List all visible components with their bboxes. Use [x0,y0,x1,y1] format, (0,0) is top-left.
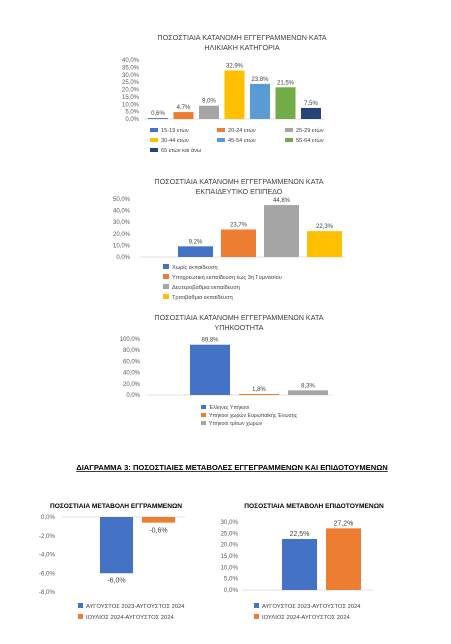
y-tick-label: 100,0% [119,337,140,343]
y-tick-label: -4,0% [38,551,55,559]
legend-label: ΙΟΥΛΙΟΣ 2024-ΑΥΓΟΥΣΤΟΣ 2024 [86,615,174,621]
legend-swatch [201,421,206,425]
section-heading: ΔΙΑΓΡΑΜΜΑ 3: ΠΟΣΟΣΤΙΑΙΕΣ ΜΕΤΑΒΟΛΕΣ ΕΓΓΕΓΡΑΜΜΕΝΩΝ ΚΑΙ ΕΠΙΔΟΤΟΥΜΕΝΩΝ [76,463,388,472]
bar [301,108,321,119]
legend-swatch [163,264,169,269]
legend-label: Δευτεροβάθμια εκπαίδευση [172,285,240,291]
data-label: 27,2% [333,520,354,528]
y-tick-label: 15,0% [220,553,238,560]
data-label: 0,6% [151,111,165,118]
y-tick-label: 0,0% [126,393,140,399]
data-label: 23,8% [251,76,269,83]
bar [221,230,256,257]
bar [199,106,219,119]
data-label: 89,8% [201,337,219,344]
chart-title: ΥΠΗΚΟΟΤΗΤΑ [214,323,264,332]
legend-swatch [78,614,83,619]
data-label: 22,5% [289,531,310,538]
legend-label: ΙΟΥΛΙΟΣ 2024-ΑΥΓΟΥΣΤΟΣ 2024 [262,615,350,621]
y-tick-label: 25,0% [121,80,139,87]
legend-swatch [217,138,225,142]
y-tick-label: 30,0% [220,519,238,526]
bar [307,231,342,257]
y-tick-label: 60,0% [122,359,140,366]
y-tick-label: 40,0% [121,58,139,64]
chart-5 [220,503,384,621]
y-tick-label: 0,0% [116,255,130,261]
y-tick-label: 80,0% [122,348,140,355]
y-tick-label: 5,0% [125,109,139,116]
bar [190,345,230,395]
bar [276,87,296,119]
legend-swatch [254,614,259,619]
chart-title: ΠΟΣΟΣΤΙΑΙΑ ΚΑΤΑΝΟΜΗ ΕΓΓΕΓΡΑΜΜΕΝΩΝ ΚΑΤΑ [157,33,327,42]
y-tick-label: 25,0% [220,530,238,538]
y-tick-label: 40,0% [112,208,130,215]
legend-swatch [150,128,158,132]
legend-label: Έλληνες Υπήκοοι [209,405,250,411]
legend-swatch [163,284,169,289]
data-label: 21,5% [276,80,295,87]
legend-label: Υποχρεωτική εκπαίδευση έως 3η Γυμνασίου [172,275,282,281]
bar [282,539,317,590]
y-tick-label: 0,0% [40,514,55,521]
bar [142,517,175,523]
data-label: 1,8% [252,386,266,393]
legend-label: 55-64 ετών [296,138,324,144]
legend-swatch [163,294,169,299]
y-tick-label: 20,0% [122,381,140,388]
legend-label: 25-29 ετών [296,128,324,134]
legend-swatch [285,128,293,132]
data-label: 44,8% [272,198,291,205]
chart-title: ΠΟΣΟΣΤΙΑΙΑ ΚΑΤΑΝΟΜΗ ΕΓΓΕΓΡΑΜΜΕΝΩΝ ΚΑΤΑ [154,313,324,322]
y-tick-label: 40,0% [122,370,140,377]
bar [326,528,361,590]
y-tick-label: 10,0% [112,243,130,250]
legend-label: 20-24 ετών [228,128,256,134]
legend-label: Χωρίς εκπαίδευση [172,265,218,271]
chart-title: ΠΟΣΟΣΤΙΑΙΑ ΜΕΤΑΒΟΛΗ ΕΠΙΔΟΤΟΥΜΕΝΩΝ [244,503,384,510]
data-label: -0,6% [149,527,168,535]
legend-swatch [163,274,169,279]
y-tick-label: 20,0% [112,231,130,238]
legend-label: ΑΥΓΟΥΣΤΟΣ 2023-ΑΥΓΟΥΣΤΟΣ 2024 [86,604,185,610]
y-tick-label: 0,0% [223,587,238,594]
legend-label: 30-44 ετών [161,138,189,144]
chart-title: ΕΚΠΑΙΔΕΥΤΙΚΟ ΕΠΙΠΕΔΟ [195,187,283,196]
y-tick-label: 5,0% [223,575,238,583]
legend-swatch [217,128,225,132]
legend-label: Υπήκοοι τρίτων χωρών [209,421,263,427]
data-label: 32,9% [225,63,244,70]
y-tick-label: 10,0% [121,102,139,109]
legend-swatch [201,405,206,409]
chart-1 [122,33,327,154]
data-label: 9,0% [202,98,216,105]
y-tick-label: 0,0% [125,117,139,123]
bar [264,205,299,257]
legend-label: Υπήκοοι χωρών Ευρωπαϊκής Ένωσης [209,413,298,419]
legend-swatch [254,603,259,608]
legend-label: ΑΥΓΟΥΣΤΟΣ 2023-ΑΥΓΟΥΣΤΟΣ 2024 [262,604,361,610]
data-label: 9,2% [188,239,203,246]
legend-label: 65 ετών και άνω [161,148,202,154]
y-tick-label: -2,0% [38,532,55,540]
data-label: -6,0% [107,577,126,585]
chart-4 [39,503,185,621]
chart-title: ΠΟΣΟΣΤΙΑΙΑ ΚΑΤΑΝΟΜΗ ΕΓΓΕΓΡΑΜΜΕΝΩΝ ΚΑΤΑ [154,177,324,186]
legend-swatch [150,148,158,152]
data-label: 22,3% [315,224,334,231]
bar [288,390,328,395]
bar [178,246,213,257]
bar [225,70,245,119]
bar [100,517,133,573]
y-tick-label: 20,0% [220,541,238,549]
data-label: 23,7% [229,222,248,229]
y-tick-label: 35,0% [121,65,139,72]
legend-swatch [201,413,206,417]
legend-label: Τριτοβάθμια εκπαίδευση [172,295,233,301]
data-label: 4,7% [176,105,191,112]
bar [250,84,270,119]
chart-2 [113,177,345,301]
legend-label: 45-54 ετών [228,138,256,144]
y-tick-label: 30,0% [121,72,139,79]
chart-title: ΠΟΣΟΣΤΙΑΙΑ ΜΕΤΑΒΟΛΗ ΕΓΓΡΑΜΜΕΝΩΝ [49,503,183,510]
y-tick-label: 20,0% [121,87,139,94]
y-tick-label: -8,0% [38,589,55,596]
chart-title: ΗΛΙΚΙΑΚΗ ΚΑΤΗΓΟΡΙΑ [204,43,280,52]
data-label: 7,5% [304,100,318,107]
y-tick-label: 10,0% [220,564,238,572]
legend-label: 15-19 ετών [161,128,189,134]
y-tick-label: 50,0% [112,197,130,203]
legend-swatch [150,138,158,142]
bar [174,112,194,119]
bar [239,394,279,395]
legend-swatch [78,603,83,608]
bar [148,118,168,119]
y-tick-label: 30,0% [112,220,130,227]
y-tick-label: 15,0% [121,94,139,101]
y-tick-label: -6,0% [38,570,55,578]
legend-swatch [285,138,293,142]
data-label: 8,3% [301,383,315,390]
chart-3 [120,313,333,427]
